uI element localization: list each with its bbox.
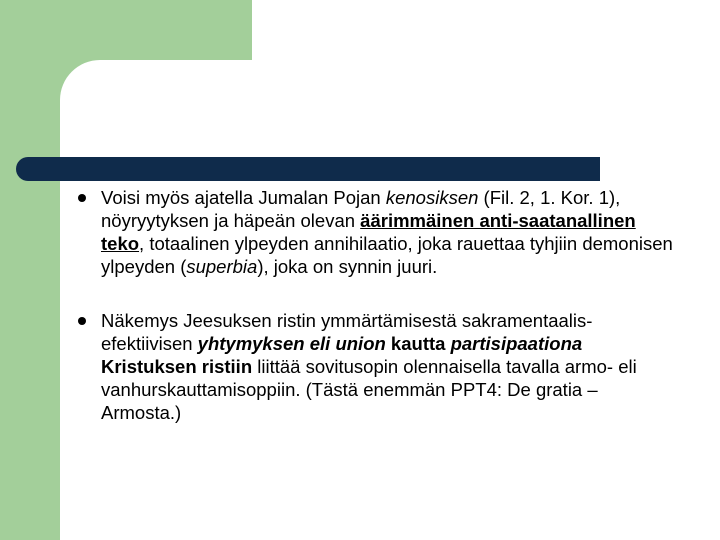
title-accent-bar (16, 157, 600, 181)
filled-circle-bullet-icon (78, 194, 86, 202)
bullet-item-1 (78, 186, 678, 278)
bullet-2-part-6: liittää sovitusopin olennaisella tavalla armo- eli vanhurskauttamisoppiin. (Tästä enemmän PPT4: De gratia – Armosta.) (101, 356, 637, 423)
bullet-2-part-5: Kristuksen ristiin (101, 356, 253, 377)
bullet-1-text (101, 187, 673, 277)
bullet-1-part-7: ), joka on synnin juuri. (257, 256, 438, 277)
filled-circle-bullet-icon (78, 317, 86, 325)
slide-content (78, 186, 678, 424)
bullet-2-part-3: kautta (385, 333, 451, 354)
bullet-1-part-5: , totaalinen ylpeyden annihilaatio, joka rauettaa tyhjiin demonisen ylpeyden ( (101, 233, 673, 277)
bullet-1-part-1: Voisi myös ajatella Jumalan Pojan (101, 187, 386, 208)
bullet-1-term-kenosis: kenosiksen (385, 187, 479, 208)
bullet-item-2 (78, 309, 678, 424)
bullet-1-term-superbia: superbia (186, 256, 258, 277)
bullet-2-term-union: yhtymyksen eli union (197, 333, 386, 354)
bullet-2-term-participation: partisipaationa (450, 333, 583, 354)
bullet-1-part-3: (Fil. 2, 1. Kor. 1), nöyryytyksen ja häpeän olevan (101, 187, 621, 231)
bullet-2-text (101, 310, 637, 423)
bullet-2-part-1: Näkemys Jeesuksen ristin ymmärtämisestä sakramentaalis-efektiivisen (101, 310, 593, 354)
bullet-1-emphasis: äärimmäinen anti-saatanallinen teko (101, 210, 636, 254)
